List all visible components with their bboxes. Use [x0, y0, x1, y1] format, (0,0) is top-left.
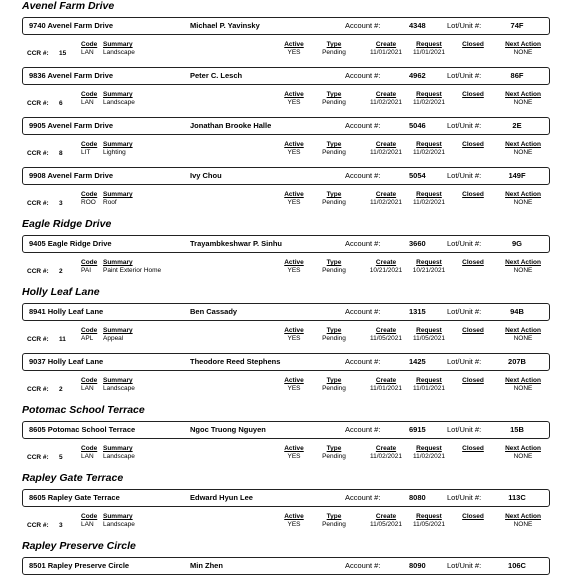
owner-name: Peter C. Lesch: [190, 71, 243, 80]
property-address: 9037 Holly Leaf Lane: [29, 357, 104, 366]
account-label: Account #:: [345, 357, 381, 366]
closed-header: Closed: [462, 259, 484, 266]
create-header: Create: [375, 41, 397, 48]
type-header: Type: [326, 141, 342, 148]
code-header: Code: [81, 445, 98, 452]
property-header-box: [22, 17, 550, 35]
request-header: Request: [416, 377, 442, 384]
request-date: 11/01/2021: [412, 49, 446, 56]
request-date: 11/02/2021: [412, 149, 446, 156]
closed-header: Closed: [462, 327, 484, 334]
account-label: Account #:: [345, 239, 381, 248]
owner-name: Michael P. Yavinsky: [190, 21, 260, 30]
ccr-label: CCR #:: [27, 454, 49, 461]
lot-number: 2E: [512, 121, 522, 130]
account-label: Account #:: [345, 171, 381, 180]
account-label: Account #:: [345, 121, 381, 130]
lot-label: Lot/Unit #:: [447, 71, 482, 80]
create-header: Create: [375, 91, 397, 98]
create-header: Create: [375, 445, 397, 452]
active-header: Active: [284, 91, 304, 98]
account-number: 5046: [409, 121, 426, 130]
owner-name: Min Zhen: [190, 561, 223, 570]
ccr-number: 8: [59, 150, 63, 157]
code: LAN: [81, 49, 94, 56]
closed-header: Closed: [462, 191, 484, 198]
code: LAN: [81, 99, 94, 106]
property-address: 8605 Rapley Gate Terrace: [29, 493, 120, 502]
request-row: [0, 141, 570, 167]
create-header: Create: [375, 191, 397, 198]
create-date: 11/05/2021: [369, 335, 403, 342]
type-header: Type: [326, 445, 342, 452]
street-heading: Eagle Ridge Drive: [22, 218, 112, 230]
ccr-label: CCR #:: [27, 386, 49, 393]
active-header: Active: [284, 327, 304, 334]
type-header: Type: [326, 91, 342, 98]
code-header: Code: [81, 191, 98, 198]
type-header: Type: [326, 377, 342, 384]
code: LIT: [81, 149, 91, 156]
lot-number: 149F: [508, 171, 526, 180]
ccr-label: CCR #:: [27, 50, 49, 57]
ccr-label: CCR #:: [27, 100, 49, 107]
code: LAN: [81, 385, 94, 392]
type: Pending: [322, 385, 346, 392]
code: APL: [81, 335, 94, 342]
street-heading: Rapley Preserve Circle: [22, 540, 136, 552]
type: Pending: [322, 199, 346, 206]
lot-label: Lot/Unit #:: [447, 357, 482, 366]
lot-number: 74F: [510, 21, 524, 30]
lot-label: Lot/Unit #:: [447, 21, 482, 30]
summary-header: Summary: [103, 327, 133, 334]
account-number: 8090: [409, 561, 426, 570]
closed-header: Closed: [462, 377, 484, 384]
request-header: Request: [416, 191, 442, 198]
create-date: 10/21/2021: [369, 267, 403, 274]
create-date: 11/02/2021: [369, 149, 403, 156]
summary: Landscape: [103, 99, 135, 106]
property-address: 9405 Eagle Ridge Drive: [29, 239, 112, 248]
code: ROO: [81, 199, 96, 206]
property-address: 9908 Avenel Farm Drive: [29, 171, 114, 180]
request-row: [0, 41, 570, 67]
type: Pending: [322, 99, 346, 106]
owner-name: Jonathan Brooke Halle: [190, 121, 272, 130]
closed-header: Closed: [462, 513, 484, 520]
ccr-number: 11: [59, 336, 66, 343]
summary-header: Summary: [103, 191, 133, 198]
code: LAN: [81, 521, 94, 528]
create-header: Create: [375, 141, 397, 148]
property-header-box: [22, 489, 550, 507]
next-action-header: Next Action: [505, 327, 541, 334]
ccr-number: 6: [59, 100, 63, 107]
request-date: 11/05/2021: [412, 335, 446, 342]
ccr-number: 3: [59, 522, 63, 529]
active: YES: [287, 453, 301, 460]
account-label: Account #:: [345, 71, 381, 80]
summary-header: Summary: [103, 91, 133, 98]
lot-label: Lot/Unit #:: [447, 121, 482, 130]
ccr-number: 3: [59, 200, 63, 207]
ccr-number: 15: [59, 50, 67, 57]
type-header: Type: [326, 41, 342, 48]
summary-header: Summary: [103, 445, 133, 452]
request-date: 10/21/2021: [412, 267, 446, 274]
type-header: Type: [326, 513, 342, 520]
active-header: Active: [284, 141, 304, 148]
active-header: Active: [284, 41, 304, 48]
ccr-number: 5: [59, 454, 63, 461]
property-header-box: [22, 235, 550, 253]
summary: Landscape: [103, 453, 135, 460]
property-header-box: [22, 353, 550, 371]
summary-header: Summary: [103, 377, 133, 384]
code: LAN: [81, 453, 94, 460]
lot-number: 9G: [511, 239, 522, 248]
ccr-number: 2: [59, 386, 63, 393]
property-header-box: [22, 557, 550, 575]
next-action-header: Next Action: [505, 191, 541, 198]
property-header-box: [22, 167, 550, 185]
next-action-header: Next Action: [505, 513, 541, 520]
type-header: Type: [326, 327, 342, 334]
request-row: [0, 327, 570, 353]
summary: Roof: [103, 199, 117, 206]
closed-header: Closed: [462, 91, 484, 98]
account-label: Account #:: [345, 21, 381, 30]
create-date: 11/05/2021: [369, 521, 403, 528]
account-number: 1425: [409, 357, 426, 366]
request-header: Request: [416, 327, 442, 334]
code-header: Code: [81, 141, 98, 148]
request-header: Request: [416, 513, 442, 520]
account-label: Account #:: [345, 425, 381, 434]
create-header: Create: [375, 259, 397, 266]
summary-header: Summary: [103, 141, 133, 148]
closed-header: Closed: [462, 445, 484, 452]
ccr-label: CCR #:: [27, 200, 49, 207]
type-header: Type: [326, 259, 342, 266]
summary-header: Summary: [103, 259, 133, 266]
request-row: [0, 191, 570, 217]
request-header: Request: [416, 141, 442, 148]
next-action: NONE: [513, 267, 533, 274]
account-number: 5054: [409, 171, 426, 180]
lot-number: 106C: [508, 561, 526, 570]
account-number: 4962: [409, 71, 426, 80]
summary-header: Summary: [103, 41, 133, 48]
next-action: NONE: [513, 521, 533, 528]
ccr-label: CCR #:: [27, 150, 49, 157]
account-number: 8080: [409, 493, 426, 502]
property-header-box: [22, 67, 550, 85]
active: YES: [287, 49, 301, 56]
account-label: Account #:: [345, 493, 381, 502]
property-address: 8605 Potomac School Terrace: [29, 425, 136, 434]
lot-number: 86F: [510, 71, 524, 80]
create-date: 11/01/2021: [369, 49, 403, 56]
next-action-header: Next Action: [505, 377, 541, 384]
request-row: [0, 513, 570, 539]
summary: Appeal: [103, 335, 124, 342]
code-header: Code: [81, 91, 98, 98]
property-address: 9740 Avenel Farm Drive: [29, 21, 114, 30]
summary: Landscape: [103, 385, 135, 392]
create-date: 11/02/2021: [369, 99, 403, 106]
next-action: NONE: [513, 335, 533, 342]
lot-number: 207B: [508, 357, 526, 366]
account-number: 4348: [409, 21, 426, 30]
code: PAI: [81, 267, 91, 274]
street-heading: Holly Leaf Lane: [22, 286, 100, 298]
account-number: 3660: [409, 239, 426, 248]
type-header: Type: [326, 191, 342, 198]
next-action: NONE: [513, 453, 533, 460]
lot-label: Lot/Unit #:: [447, 561, 482, 570]
code-header: Code: [81, 259, 98, 266]
street-heading: Rapley Gate Terrace: [22, 472, 124, 484]
next-action: NONE: [513, 199, 533, 206]
property-header-box: [22, 421, 550, 439]
active-header: Active: [284, 259, 304, 266]
active: YES: [287, 99, 301, 106]
owner-name: Theodore Reed Stephens: [190, 357, 281, 366]
ccr-label: CCR #:: [27, 268, 49, 275]
property-address: 8501 Rapley Preserve Circle: [29, 561, 130, 570]
account-label: Account #:: [345, 561, 381, 570]
code-header: Code: [81, 377, 98, 384]
create-header: Create: [375, 377, 397, 384]
request-date: 11/02/2021: [412, 199, 446, 206]
active-header: Active: [284, 513, 304, 520]
property-address: 9836 Avenel Farm Drive: [29, 71, 114, 80]
next-action-header: Next Action: [505, 141, 541, 148]
owner-name: Trayambkeshwar P. Sinhu: [190, 239, 282, 248]
next-action: NONE: [513, 49, 533, 56]
type: Pending: [322, 521, 346, 528]
lot-label: Lot/Unit #:: [447, 171, 482, 180]
type: Pending: [322, 335, 346, 342]
property-header-box: [22, 303, 550, 321]
create-date: 11/01/2021: [369, 385, 403, 392]
create-header: Create: [375, 513, 397, 520]
property-address: 8941 Holly Leaf Lane: [29, 307, 104, 316]
type: Pending: [322, 453, 346, 460]
active: YES: [287, 267, 301, 274]
active: YES: [287, 199, 301, 206]
lot-label: Lot/Unit #:: [447, 239, 482, 248]
next-action: NONE: [513, 385, 533, 392]
owner-name: Ben Cassady: [190, 307, 238, 316]
ccr-number: 2: [59, 268, 63, 275]
street-heading: Avenel Farm Drive: [22, 0, 115, 12]
request-header: Request: [416, 41, 442, 48]
summary: Lighting: [103, 149, 126, 156]
active: YES: [287, 335, 301, 342]
street-heading: Potomac School Terrace: [22, 404, 145, 416]
lot-number: 94B: [510, 307, 524, 316]
account-label: Account #:: [345, 307, 381, 316]
next-action-header: Next Action: [505, 41, 541, 48]
lot-label: Lot/Unit #:: [447, 425, 482, 434]
active-header: Active: [284, 191, 304, 198]
type: Pending: [322, 267, 346, 274]
request-header: Request: [416, 445, 442, 452]
account-number: 1315: [409, 307, 426, 316]
active-header: Active: [284, 377, 304, 384]
request-date: 11/05/2021: [412, 521, 446, 528]
owner-name: Edward Hyun Lee: [190, 493, 253, 502]
owner-name: Ivy Chou: [190, 171, 222, 180]
summary: Landscape: [103, 521, 135, 528]
type: Pending: [322, 49, 346, 56]
summary: Paint Exterior Home: [103, 267, 162, 274]
closed-header: Closed: [462, 41, 484, 48]
closed-header: Closed: [462, 141, 484, 148]
code-header: Code: [81, 41, 98, 48]
request-row: [0, 377, 570, 403]
code-header: Code: [81, 513, 98, 520]
create-header: Create: [375, 327, 397, 334]
summary-header: Summary: [103, 513, 133, 520]
property-header-box: [22, 117, 550, 135]
active: YES: [287, 149, 301, 156]
type: Pending: [322, 149, 346, 156]
request-row: [0, 445, 570, 471]
next-action-header: Next Action: [505, 91, 541, 98]
property-address: 9905 Avenel Farm Drive: [29, 121, 114, 130]
request-header: Request: [416, 259, 442, 266]
request-row: [0, 259, 570, 285]
create-date: 11/02/2021: [369, 199, 403, 206]
next-action: NONE: [513, 149, 533, 156]
create-date: 11/02/2021: [369, 453, 403, 460]
active-header: Active: [284, 445, 304, 452]
ccr-label: CCR #:: [27, 336, 49, 343]
request-row: [0, 91, 570, 117]
ccr-label: CCR #:: [27, 522, 49, 529]
request-date: 11/02/2021: [412, 99, 446, 106]
lot-number: 113C: [508, 493, 526, 502]
next-action-header: Next Action: [505, 445, 541, 452]
lot-number: 15B: [510, 425, 524, 434]
next-action: NONE: [513, 99, 533, 106]
owner-name: Ngoc Truong Nguyen: [190, 425, 266, 434]
active: YES: [287, 521, 301, 528]
request-date: 11/01/2021: [412, 385, 446, 392]
next-action-header: Next Action: [505, 259, 541, 266]
code-header: Code: [81, 327, 98, 334]
lot-label: Lot/Unit #:: [447, 493, 482, 502]
account-number: 6915: [409, 425, 426, 434]
request-header: Request: [416, 91, 442, 98]
summary: Landscape: [103, 49, 135, 56]
lot-label: Lot/Unit #:: [447, 307, 482, 316]
request-date: 11/02/2021: [412, 453, 446, 460]
active: YES: [287, 385, 301, 392]
